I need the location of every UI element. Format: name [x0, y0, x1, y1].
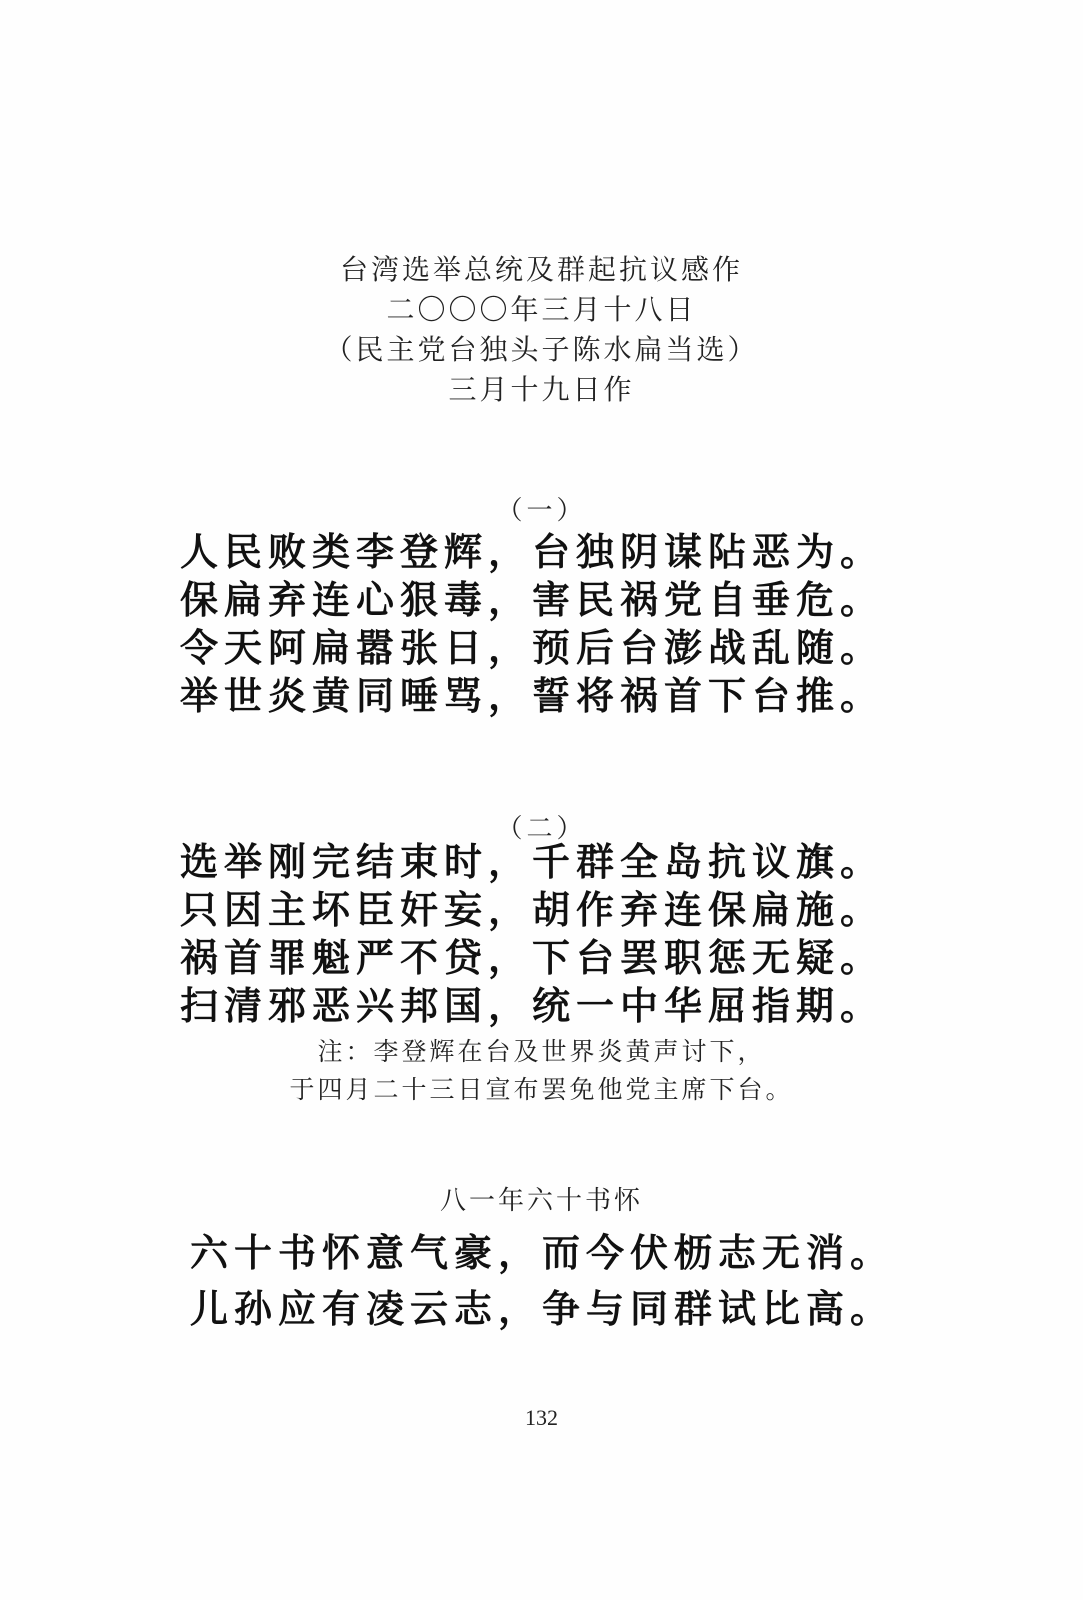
poem1-line: 举世炎黄同唾骂，誓将祸首下台推。: [180, 673, 885, 718]
poem1-number: （一）: [496, 496, 587, 526]
poem2-line: 扫清邪恶兴邦国，统一中华屈指期。: [180, 983, 885, 1028]
poem3-body: [190, 1225, 930, 1337]
header-written-date: 三月十九日作: [448, 373, 635, 406]
poem2-line: 选举刚完结束时，千群全岛抗议旗。: [180, 839, 885, 884]
poem1-line: 保扁弃连心狠毒，害民祸党自垂危。: [180, 577, 885, 622]
note-line: 注：李登辉在台及世界炎黄声讨下，: [317, 1037, 766, 1066]
poem3-title: 八一年六十书怀: [439, 1186, 643, 1216]
poem1-line: 人民败类李登辉，台独阴谋阽恶为。: [180, 529, 885, 574]
poem3-line: 儿孙应有凌云志，争与同群试比高。: [190, 1286, 895, 1331]
poem1-body: [180, 528, 920, 720]
poem2-line: 祸首罪魁严不贷，下台罢职惩无疑。: [180, 935, 885, 980]
poem2-body: [180, 838, 920, 1030]
header-title: 台湾选举总统及群起抗议感作: [339, 253, 743, 286]
poem2-number: （二）: [496, 814, 587, 844]
header-date: 二〇〇〇年三月十八日: [386, 293, 697, 326]
poem3-line: 六十书怀意气豪，而今伏枥志无消。: [190, 1230, 895, 1275]
header-note: （民主党台独头子陈水扁当选）: [324, 333, 759, 366]
note-line: 于四月二十三日宣布罢免他党主席下台。: [289, 1075, 794, 1104]
poem2-note: [0, 1033, 1083, 1109]
page-number: 132: [525, 1405, 558, 1430]
poem-header: [0, 250, 1083, 410]
poem2-line: 只因主坏臣奸妄，胡作弃连保扁施。: [180, 887, 885, 932]
poem1-line: 令天阿扁嚣张日，预后台澎战乱随。: [180, 625, 885, 670]
